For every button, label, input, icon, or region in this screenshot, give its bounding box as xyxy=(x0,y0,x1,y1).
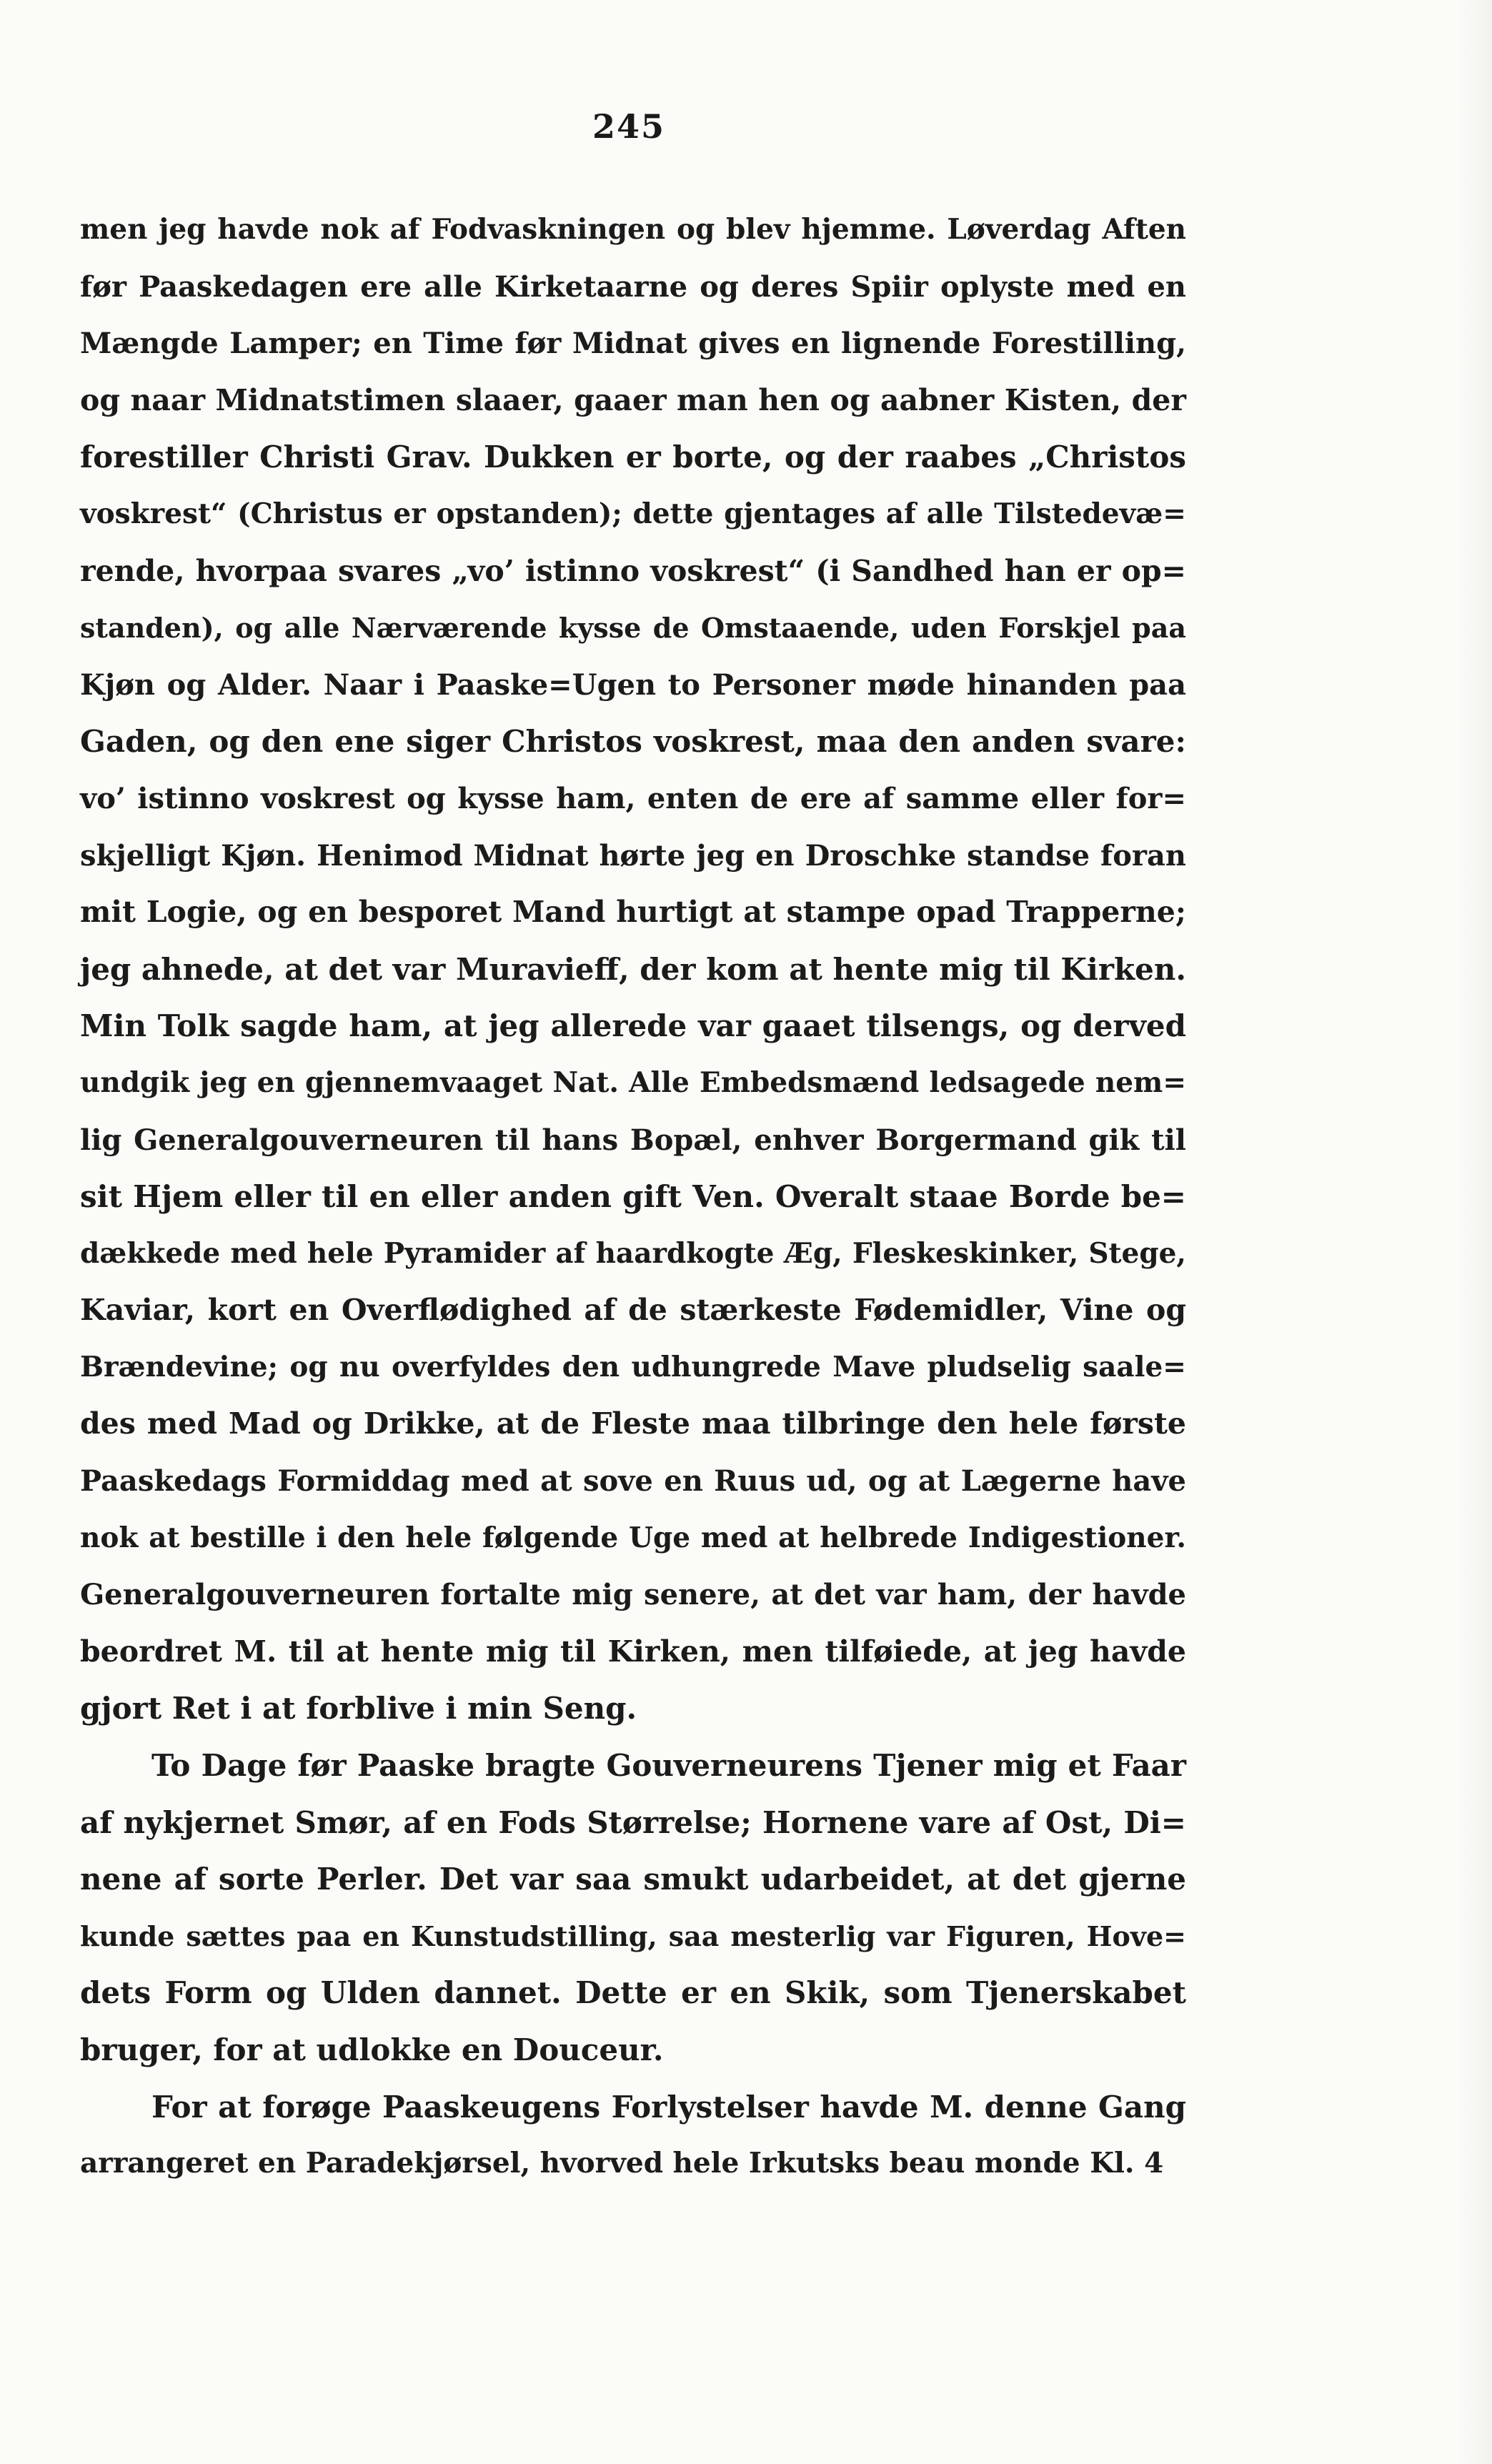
page-number: 245 xyxy=(592,107,666,146)
text-line: beordret M. til at hente mig til Kirken, men tilføiede, at jeg havde xyxy=(80,1634,1186,1669)
paragraph xyxy=(80,2079,1186,2192)
page-edge-shadow xyxy=(1458,0,1492,2464)
text-line: Generalgouverneuren fortalte mig senere, at det var ham, der havde xyxy=(80,1578,1186,1612)
text-line: vo’ istinno voskrest og kysse ham, enten de ere af samme eller for= xyxy=(80,781,1186,815)
text-line: mit Logie, og en besporet Mand hurtigt at stampe opad Trapperne; xyxy=(80,895,1186,930)
text-line: nene af sorte Perler. Det var saa smukt udarbeidet, at det gjerne xyxy=(80,1862,1186,1897)
text-line: bruger, for at udlokke en Douceur. xyxy=(80,2032,664,2067)
text-line: af nykjernet Smør, af en Fods Størrelse; Hornene vare af Ost, Di= xyxy=(80,1804,1186,1840)
text-line: skjelligt Kjøn. Henimod Midnat hørte jeg en Droschke standse foran xyxy=(80,838,1186,873)
text-line: For at forøge Paaskeugens Forlystelser havde M. denne Gang xyxy=(151,2089,1186,2125)
text-line: dækkede med hele Pyramider af haardkogte Æg, Fleskeskinker, Stege, xyxy=(80,1236,1186,1270)
text-line: forestiller Christi Grav. Dukken er borte, og der raabes „Christos xyxy=(80,439,1186,475)
text-line: des med Mad og Drikke, at de Fleste maa tilbringe den hele første xyxy=(80,1406,1186,1441)
text-line: standen), og alle Nærværende kysse de Omstaaende, uden Forskjel paa xyxy=(80,612,1186,645)
text-line: voskrest“ (Christus er opstanden); dette gjentages af alle Tilstedevæ= xyxy=(80,497,1186,530)
text-line: Kaviar, kort en Overflødighed af de stærkeste Fødemidler, Vine og xyxy=(80,1293,1186,1328)
text-line: men jeg havde nok af Fodvaskningen og blev hjemme. Løverdag Aften xyxy=(80,213,1186,246)
text-line: rende, hvorpaa svares „vo’ istinno voskrest“ (i Sandhed han er op= xyxy=(80,553,1186,588)
text-line: før Paaskedagen ere alle Kirketaarne og deres Spiir oplyste med en xyxy=(80,269,1186,304)
text-line: Min Tolk sagde ham, at jeg allerede var gaaet tilsengs, og derved xyxy=(80,1008,1186,1044)
text-line: Mængde Lamper; en Time før Midnat gives en lignende Forestilling, xyxy=(80,327,1186,361)
text-line: jeg ahnede, at det var Muravieff, der kom at hente mig til Kirken. xyxy=(80,951,1186,987)
text-line: arrangeret en Paradekjørsel, hvorved hele Irkutsks beau monde Kl. 4 xyxy=(80,2147,1164,2180)
text-line: Brændevine; og nu overfyldes den udhungrede Mave pludselig saale= xyxy=(80,1350,1186,1383)
text-line: lig Generalgouverneuren til hans Bopæl, enhver Borgermand gik til xyxy=(80,1123,1186,1157)
text-line: To Dage før Paaske bragte Gouverneurens Tjener mig et Faar xyxy=(151,1748,1186,1784)
text-line: dets Form og Ulden dannet. Dette er en Skik, som Tjenerskabet xyxy=(80,1975,1186,2011)
text-line: undgik jeg en gjennemvaaget Nat. Alle Embedsmænd ledsagede nem= xyxy=(80,1065,1186,1099)
body-text xyxy=(80,202,1186,2192)
text-line: gjort Ret i at forblive i min Seng. xyxy=(80,1691,637,1727)
text-line: Kjøn og Alder. Naar i Paaske=Ugen to Personer møde hinanden paa xyxy=(80,667,1186,702)
text-line: nok at bestille i den hele følgende Uge med at helbrede Indigestioner. xyxy=(80,1521,1186,1554)
text-line: og naar Midnatstimen slaaer, gaaer man hen og aabner Kisten, der xyxy=(80,382,1186,417)
text-line: Gaden, og den ene siger Christos voskrest, maa den anden svare: xyxy=(80,724,1186,760)
paragraph xyxy=(80,202,1186,1737)
paragraph xyxy=(80,1737,1186,2079)
text-line: Paaskedags Formiddag med at sove en Ruus ud, og at Lægerne have xyxy=(80,1464,1186,1499)
text-line: sit Hjem eller til en eller anden gift Ven. Overalt staae Borde be= xyxy=(80,1179,1186,1215)
text-line: kunde sættes paa en Kunstudstilling, saa mesterlig var Figuren, Hove= xyxy=(80,1919,1186,1952)
